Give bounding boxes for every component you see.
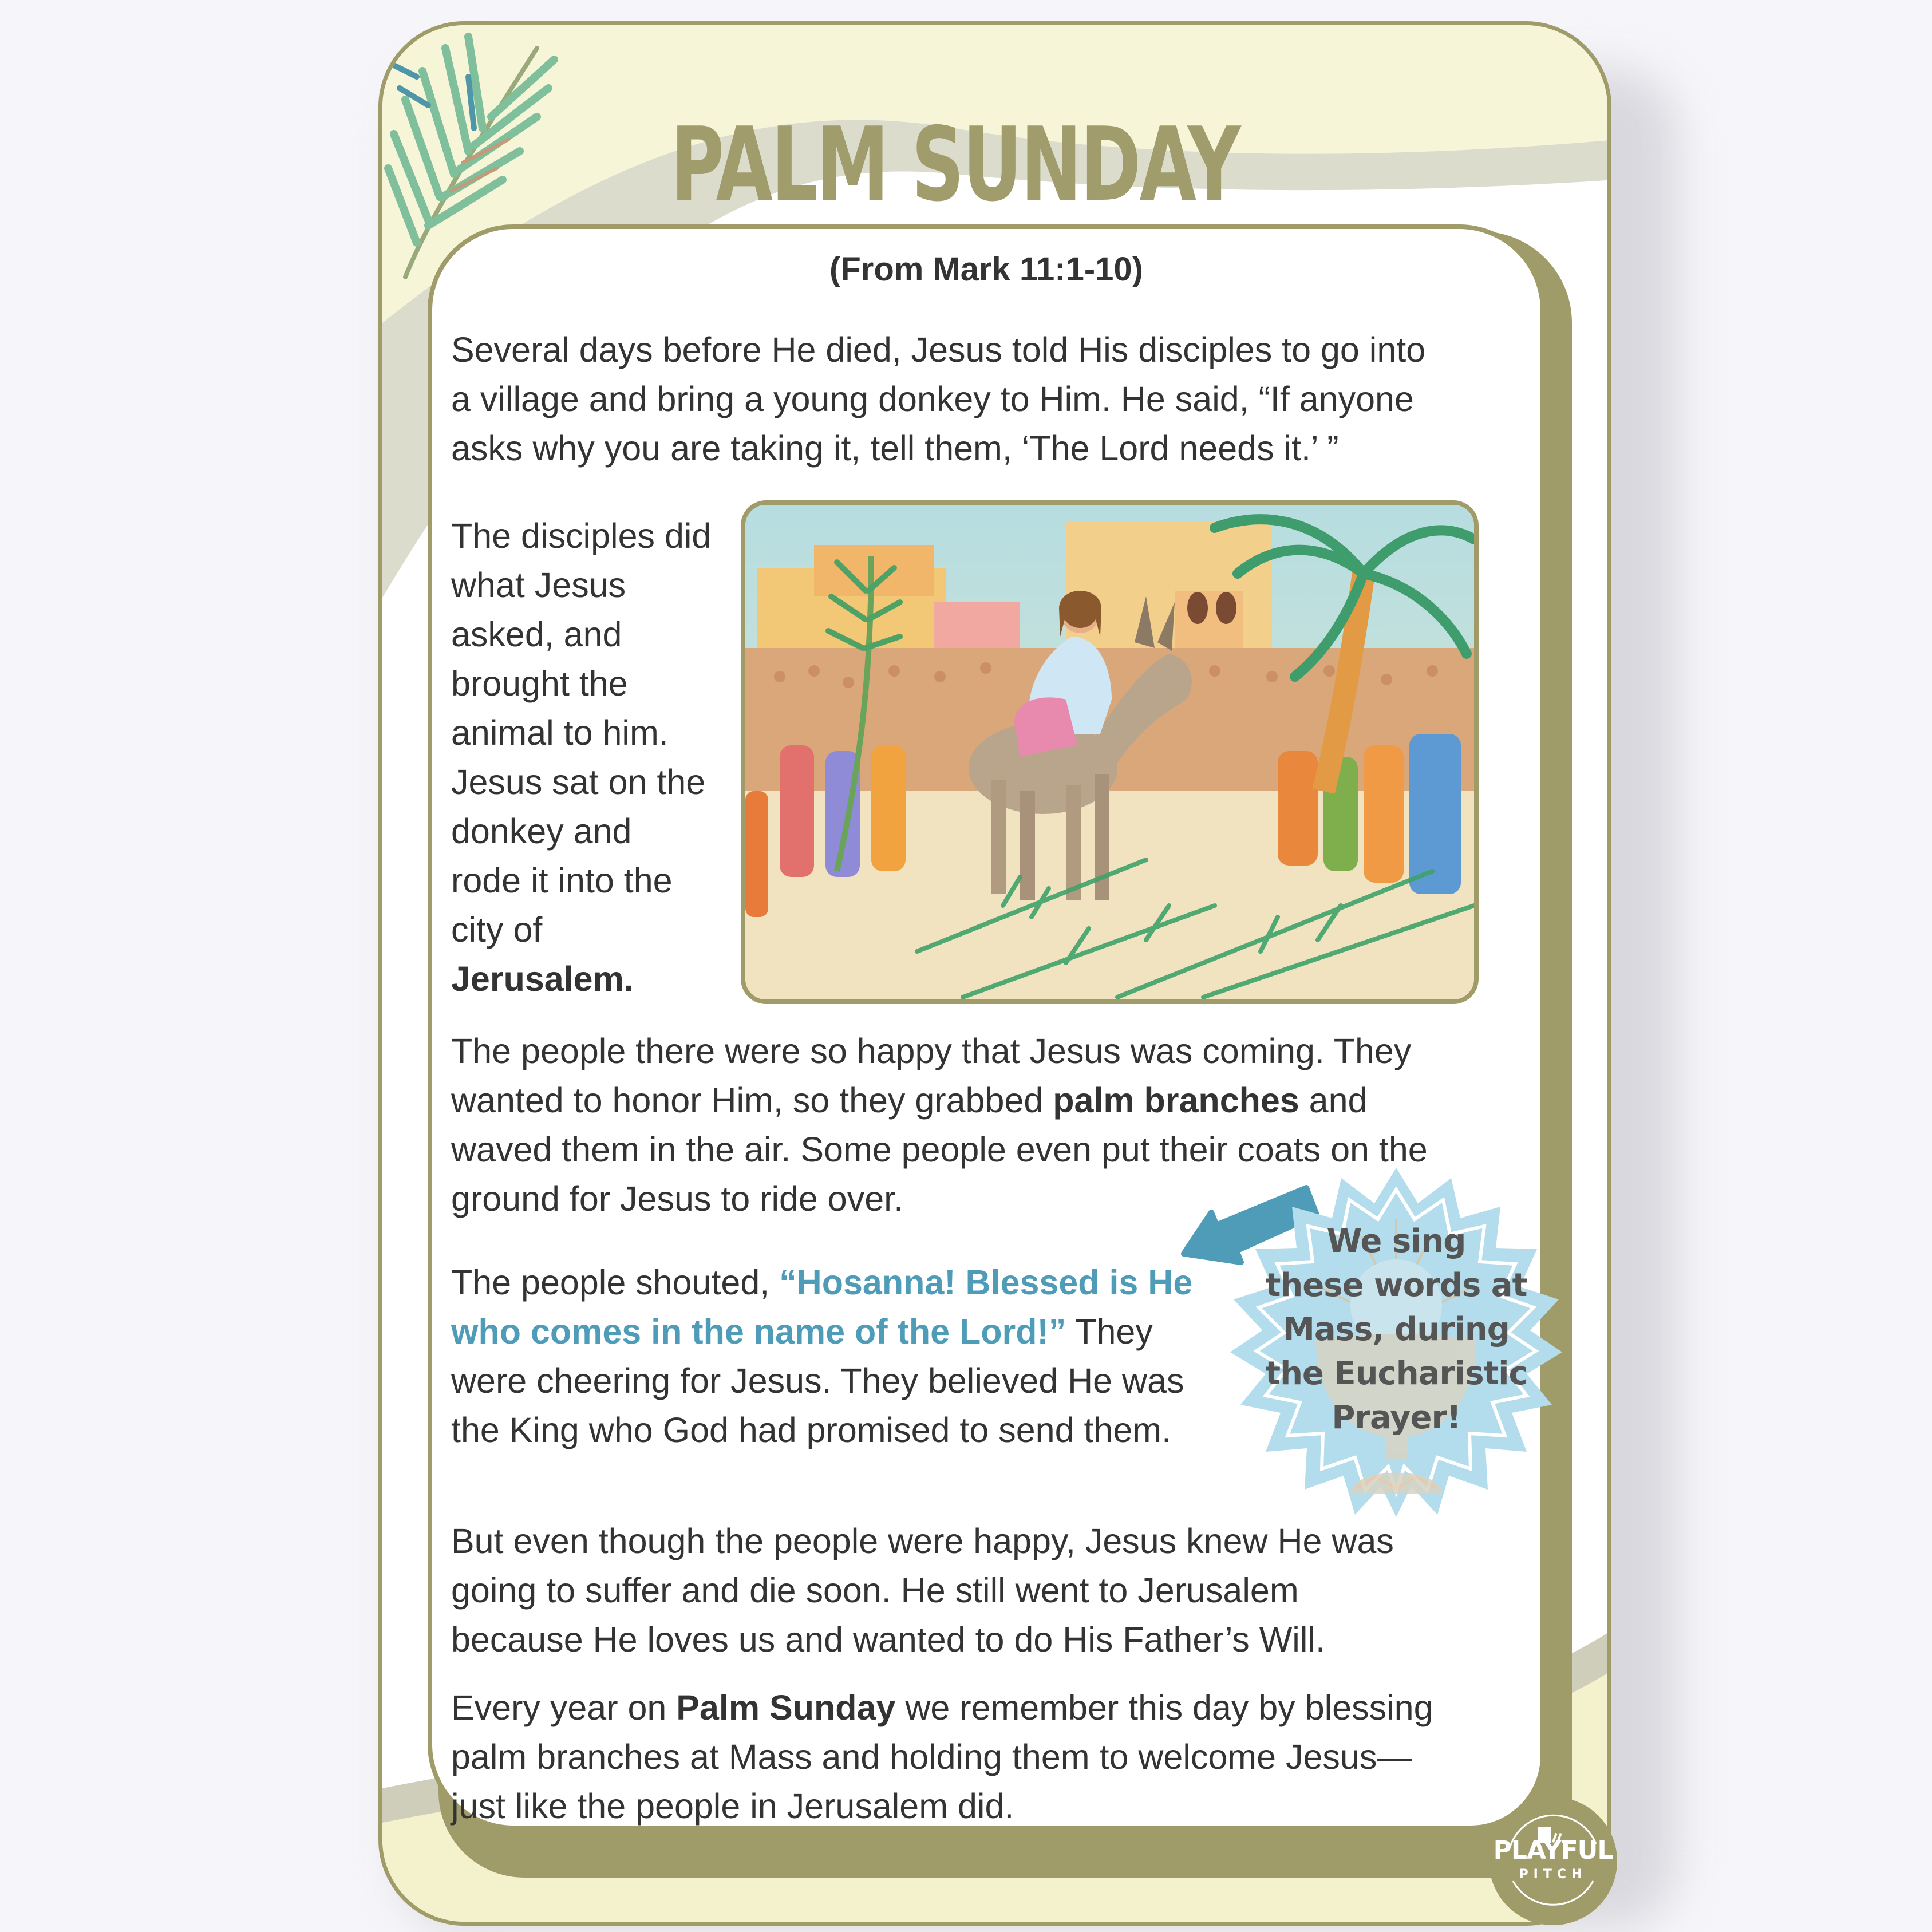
logo-name: PLAYFUL (1493, 1836, 1613, 1865)
text-line (451, 1076, 1428, 1125)
text-line (451, 1258, 1192, 1307)
hosanna-quote: who comes in the name of the Lord!” (451, 1312, 1066, 1351)
text-line: were cheering for Jesus. They believed He was (451, 1361, 1184, 1400)
text-line: donkey and (451, 812, 632, 851)
bold-term-palm-sunday: Palm Sunday (676, 1688, 896, 1727)
text-line: because He loves us and wanted to do His Father’s Will. (451, 1620, 1325, 1659)
text-line: palm branches at Mass and holding them to welcome Jesus— (451, 1737, 1412, 1776)
callout-line: these words at (1265, 1267, 1527, 1304)
text-line: waved them in the air. Some people even put their coats on the (451, 1130, 1428, 1169)
text-segment: The people shouted, (451, 1263, 780, 1302)
text-line: asks why you are taking it, tell them, ‘The Lord needs it.’ ” (451, 429, 1339, 468)
text-line: going to suffer and die soon. He still went to Jerusalem (451, 1571, 1299, 1610)
text-line: asked, and (451, 615, 622, 654)
text-line (451, 1683, 1433, 1732)
text-line-bold: Jerusalem. (451, 959, 634, 998)
text-segment: and (1299, 1081, 1368, 1120)
text-segment: They (1066, 1312, 1153, 1351)
text-line: what Jesus (451, 566, 626, 605)
hosanna-quote: “Hosanna! Blessed is He (779, 1263, 1193, 1302)
text-line: just like the people in Jerusalem did. (451, 1787, 1014, 1826)
callout-line: Mass, during (1283, 1311, 1510, 1348)
callout-line: Prayer! (1332, 1399, 1461, 1436)
text-line: rode it into the (451, 861, 673, 900)
text-line (451, 1307, 1192, 1356)
callout-line: the Eucharistic (1265, 1355, 1527, 1392)
paragraph-2 (451, 511, 711, 1003)
bold-term-palm-branches: palm branches (1053, 1081, 1299, 1120)
text-segment: we remember this day by blessing (895, 1688, 1433, 1727)
callout-line: We sing (1326, 1223, 1466, 1260)
text-line: Several days before He died, Jesus told His disciples to go into (451, 330, 1426, 369)
text-line: animal to him. (451, 713, 669, 752)
text-line: brought the (451, 664, 628, 703)
paragraph-1 (451, 325, 1425, 473)
text-line: Jesus sat on the (451, 762, 706, 801)
page-title: PALM SUNDAY (670, 105, 1239, 224)
text-line: a village and bring a young donkey to Him. He said, “If anyone (451, 380, 1414, 418)
illustration-image (745, 505, 1474, 999)
paragraph-4 (451, 1258, 1192, 1455)
logo-subname: PITCH (1519, 1867, 1587, 1882)
callout-text (1224, 1219, 1568, 1440)
paragraph-6 (451, 1683, 1433, 1831)
text-line: But even though the people were happy, Jesus knew He was (451, 1522, 1394, 1560)
text-line: The disciples did (451, 516, 712, 555)
text-segment: wanted to honor Him, so they grabbed (451, 1081, 1053, 1120)
paragraph-5 (451, 1516, 1394, 1664)
text-line: city of (451, 910, 543, 949)
scripture-reference: (From Mark 11:1-10) (829, 251, 1143, 288)
text-line: The people there were so happy that Jesus was coming. They (451, 1032, 1412, 1070)
text-segment: Every year on (451, 1688, 677, 1727)
illustration-jesus-entering-jerusalem (741, 500, 1479, 1004)
text-line: ground for Jesus to ride over. (451, 1179, 904, 1218)
text-line: the King who God had promised to send them. (451, 1411, 1172, 1449)
